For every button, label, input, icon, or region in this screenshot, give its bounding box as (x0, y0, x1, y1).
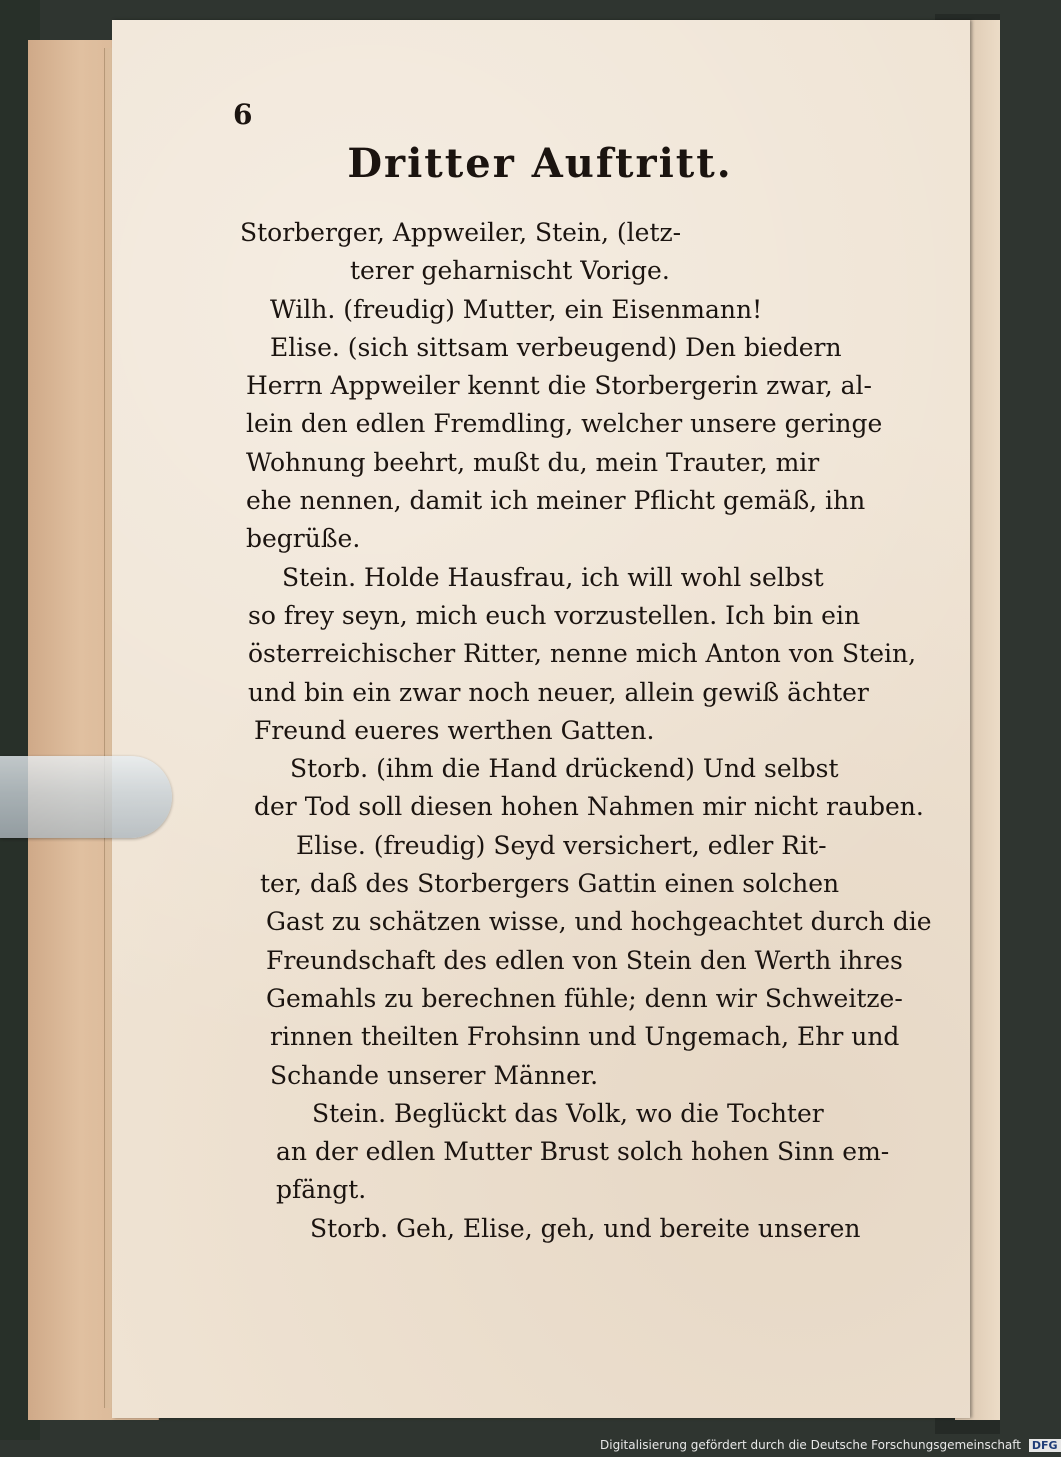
text-line: Wohnung beehrt, mußt du, mein Trauter, mir (246, 447, 820, 477)
text-line: Storberger, Appweiler, Stein, (letz- (240, 218, 682, 247)
text-line: Schande unserer Männer. (270, 1060, 599, 1090)
page-clip (0, 756, 172, 838)
text-line: terer geharnischt Vorige. (350, 256, 670, 286)
page-text (240, 214, 932, 1248)
text-line: Wilh. (freudig) Mutter, ein Eisenmann! (270, 294, 763, 324)
text-line: lein den edlen Fremdling, welcher unsere geringe (246, 409, 883, 439)
text-line: Stein. Beglückt das Volk, wo die Tochter (312, 1098, 824, 1128)
text-line: Storb. (ihm die Hand drückend) Und selbst (290, 754, 839, 784)
text-line: begrüße. (246, 524, 361, 554)
text-line: Stein. Holde Hausfrau, ich will wohl selbst (282, 562, 824, 592)
scene-title: Dritter Auftritt. (347, 140, 733, 187)
text-line: Gast zu schätzen wisse, und hochgeachtet durch die (266, 907, 932, 937)
page-number: 6 (233, 98, 253, 131)
text-line: Elise. (freudig) Seyd versichert, edler Rit- (296, 830, 827, 860)
text-line: und bin ein zwar noch neuer, allein gewiß ächter (248, 677, 869, 707)
text-line: rinnen theilten Frohsinn und Ungemach, Ehr und (270, 1022, 900, 1052)
text-line: Herrn Appweiler kennt die Storbergerin zwar, al- (246, 371, 873, 401)
text-line: der Tod soll diesen hohen Nahmen mir nicht rauben. (254, 792, 924, 822)
footer-credit (600, 1438, 1061, 1452)
text-line: so frey seyn, mich euch vorzustellen. Ich bin ein (248, 600, 861, 630)
text-line: ter, daß des Storbergers Gattin einen solchen (260, 869, 840, 899)
text-line: Freundschaft des edlen von Stein den Werth ihres (266, 945, 903, 975)
text-line: Freund eueres werthen Gatten. (254, 715, 655, 745)
text-line: Gemahls zu berechnen fühle; denn wir Schweitze- (266, 983, 903, 1013)
text-line: Storb. Geh, Elise, geh, und bereite unseren (310, 1213, 861, 1243)
text-line: Elise. (sich sittsam verbeugend) Den biedern (270, 332, 842, 362)
text-line: ehe nennen, damit ich meiner Pflicht gemäß, ihn (246, 486, 866, 516)
text-line: an der edlen Mutter Brust solch hohen Sinn em- (276, 1137, 890, 1167)
footer-text: Digitalisierung gefördert durch die Deutsche Forschungsgemeinschaft (600, 1438, 1022, 1452)
dfg-logo: DFG (1029, 1439, 1061, 1452)
text-line: österreichischer Ritter, nenne mich Anton von Stein, (248, 639, 917, 669)
text-line: pfängt. (276, 1175, 367, 1205)
